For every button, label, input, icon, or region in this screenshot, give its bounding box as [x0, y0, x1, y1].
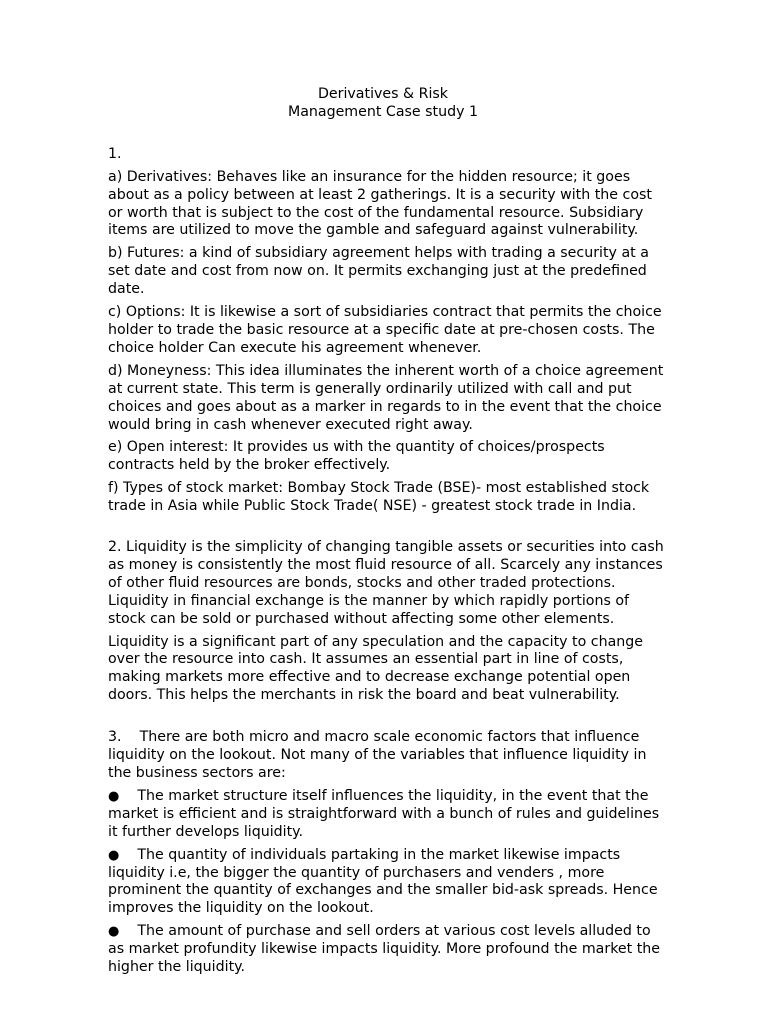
bullet-icon: ●	[108, 788, 120, 804]
question-1-number: 1.	[108, 145, 122, 162]
q3-bullet-text: The amount of purchase and sell orders at various cost levels alluded to as market profundity likewise impacts liquidity. More profound the market the higher the liquidity.	[108, 923, 660, 976]
q1-item-f: f) Types of stock market: Bombay Stock Trade (BSE)- most established stock trade in Asia while Public Stock Trade( NSE) - greatest stock trade in India.	[108, 480, 650, 515]
document-page	[108, 86, 668, 982]
q3-bullet	[108, 788, 668, 842]
title-line-2: Management Case study 1	[287, 103, 479, 120]
q2-paragraph-2: Liquidity is a significant part of any speculation and the capacity to change over the resource into cash. It assumes an essential part in line of costs, making markets more effective and to decrease exchange potential open doors. This helps the merchants in risk the board and beat vulnerability.	[108, 633, 644, 704]
q1-item-c: c) Options: It is likewise a sort of subsidiaries contract that permits the choice holder to trade the basic resource at a specific date at pre-chosen costs. The choice holder Can execute his agreement whenever.	[108, 304, 662, 356]
title-line-1: Derivatives & Risk	[317, 86, 449, 102]
q2-paragraph-1: 2. Liquidity is the simplicity of changing tangible assets or securities into cash as money is consistently the most fluid resource of all. Scarcely any instances of other fluid resources are bonds, stocks and other traded protections. Liquidity in financial exchange is the manner by which rapidly portions of stock can be sold or purchased without affecting some other elements.	[108, 539, 664, 627]
q3-bullet	[108, 847, 668, 919]
q3-bullet-text: The market structure itself influences the liquidity, in the event that the market is efficient and is straightforward with a bunch of rules and guidelines it further develops liquidity.	[108, 787, 660, 840]
document-title	[108, 86, 658, 122]
q1-item-b: b) Futures: a kind of subsidiary agreement helps with trading a security at a set date and cost from now on. It permits exchanging just at the predefined date.	[108, 245, 649, 298]
question-3-number: 3.	[108, 729, 122, 746]
q3-intro	[108, 729, 668, 783]
q3-intro-text: There are both micro and macro scale economic factors that influence liquidity on the lookout. Not many of the variables that influence liquidity in the business sectors are:	[108, 729, 647, 781]
q3-bullet	[108, 923, 668, 977]
spacer	[108, 521, 668, 539]
q1-item-a: a) Derivatives: Behaves like an insurance for the hidden resource; it goes about as a policy between at least 2 gatherings. It is a security with the cost or worth that is subject to the cost of the fundamental resource. Subsidiary items are utilized to move the gamble and safeguard against vulnerability.	[108, 168, 652, 239]
q1-item-e: e) Open interest: It provides us with the quantity of choices/prospects contracts held by the broker effectively.	[108, 439, 605, 474]
spacer	[108, 710, 668, 729]
q3-bullet-text: The quantity of individuals partaking in the market likewise impacts liquidity i.e, the bigger the quantity of purchasers and venders , more prominent the quantity of exchanges and the smaller bid-ask spreads. Hence improves the liquidity on the lookout.	[108, 846, 658, 917]
q1-item-d: d) Moneyness: This idea illuminates the inherent worth of a choice agreement at current state. This term is generally ordinarily utilized with call and put choices and goes about as a marker in regards to in the event that the choice would bring in cash whenever executed right away.	[108, 362, 664, 433]
bullet-icon: ●	[108, 924, 120, 940]
bullet-icon: ●	[108, 847, 120, 863]
